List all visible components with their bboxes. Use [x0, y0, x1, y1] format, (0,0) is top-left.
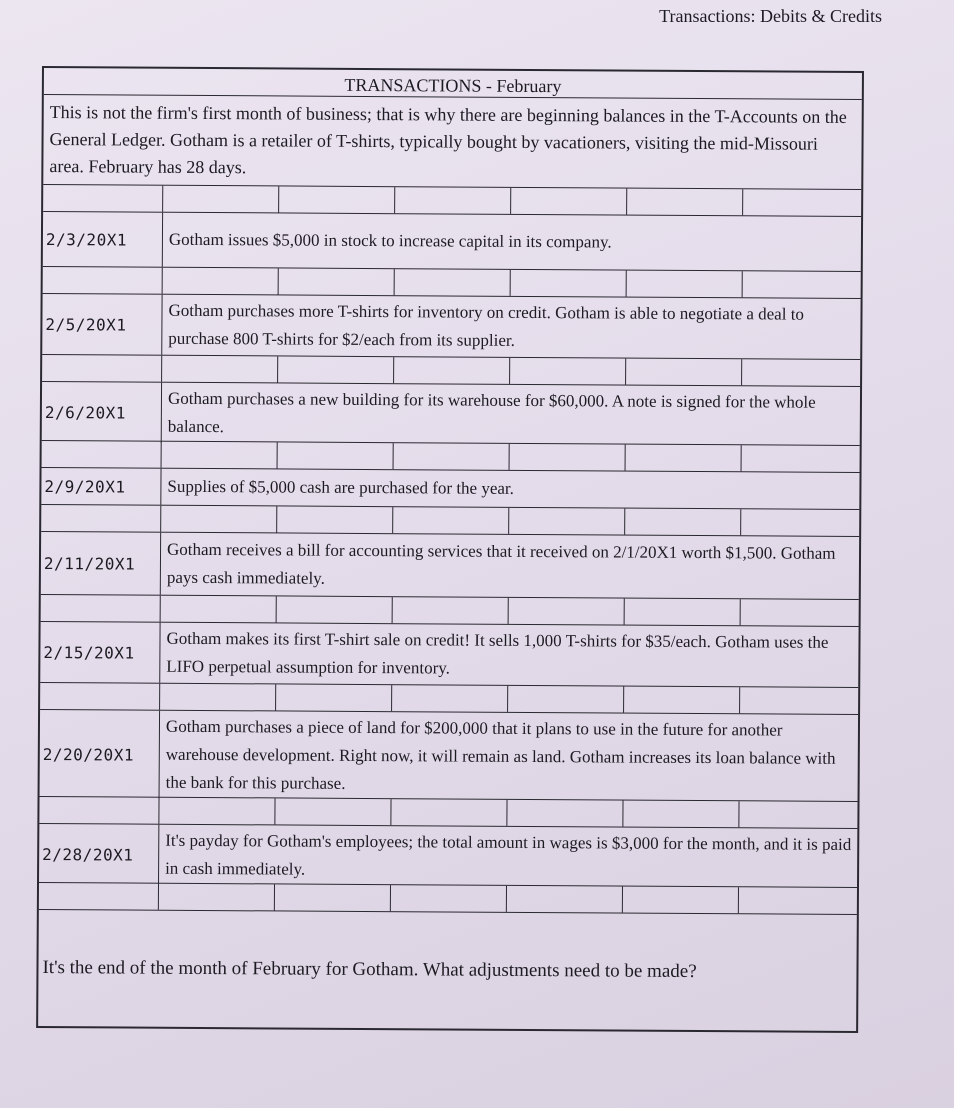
transaction-row — [39, 824, 857, 888]
closing-question: It's the end of the month of February for Gotham. What adjustments need to be made? — [42, 957, 697, 983]
sheet-title: TRANSACTIONS - February — [44, 68, 862, 100]
transaction-date: 2/5/20X1 — [42, 294, 162, 355]
transaction-description: Gotham receives a bill for accounting services that it received on 2/1/20X1 worth $1,500. Gotham pays cash immediately. — [166, 539, 836, 588]
transaction-date: 2/28/20X1 — [39, 824, 159, 885]
transactions-sheet — [36, 66, 864, 1033]
transaction-row — [40, 622, 858, 688]
transaction-description: Gotham purchases a new building for its warehouse for $60,000. A note is signed for the whole balance. — [167, 388, 816, 437]
transaction-row — [41, 532, 859, 600]
transaction-row — [40, 710, 859, 802]
transaction-row — [42, 382, 860, 446]
transaction-row — [42, 294, 860, 360]
transaction-description: Gotham purchases more T-shirts for inventory on credit. Gotham is able to negotiate a deal to purchase 800 T-shirts for $2/each from its supplier. — [168, 300, 805, 350]
transaction-description: Gotham makes its first T-shirt sale on credit! It sells 1,000 T-shirts for $35/each. Gotham uses the LIFO perpetual assumption for inventory. — [166, 628, 829, 678]
page-header-title: Transactions: Debits & Credits — [659, 6, 882, 26]
transaction-row — [41, 468, 859, 510]
transaction-date: 2/20/20X1 — [40, 710, 161, 799]
transaction-date: 2/6/20X1 — [42, 382, 162, 443]
transaction-description: It's payday for Gotham's employees; the total amount in wages is $3,000 for the month, and it is paid in cash immediately. — [165, 830, 852, 879]
transaction-description: Gotham issues $5,000 in stock to increase capital in its company. — [168, 229, 612, 252]
transaction-description: Gotham purchases a piece of land for $200,000 that it plans to use in the future for another warehouse development. Right now, it will remain as land. Gotham increases its loan balance with the bank for this purchase. — [165, 716, 836, 793]
transaction-row — [43, 212, 861, 272]
transaction-description: Supplies of $5,000 cash are purchased for the year. — [167, 476, 514, 498]
intro-text: This is not the firm's first month of business; that is why there are beginning balances in the T-Accounts on the General Ledger. Gotham is a retailer of T-shirts, typically bought by vacationers, visiting the mid-Missouri area. February has 28 days. — [43, 95, 862, 190]
transaction-date: 2/3/20X1 — [43, 212, 163, 267]
transaction-date: 2/11/20X1 — [41, 532, 161, 595]
transaction-date: 2/9/20X1 — [41, 468, 161, 505]
transaction-date: 2/15/20X1 — [40, 622, 160, 683]
